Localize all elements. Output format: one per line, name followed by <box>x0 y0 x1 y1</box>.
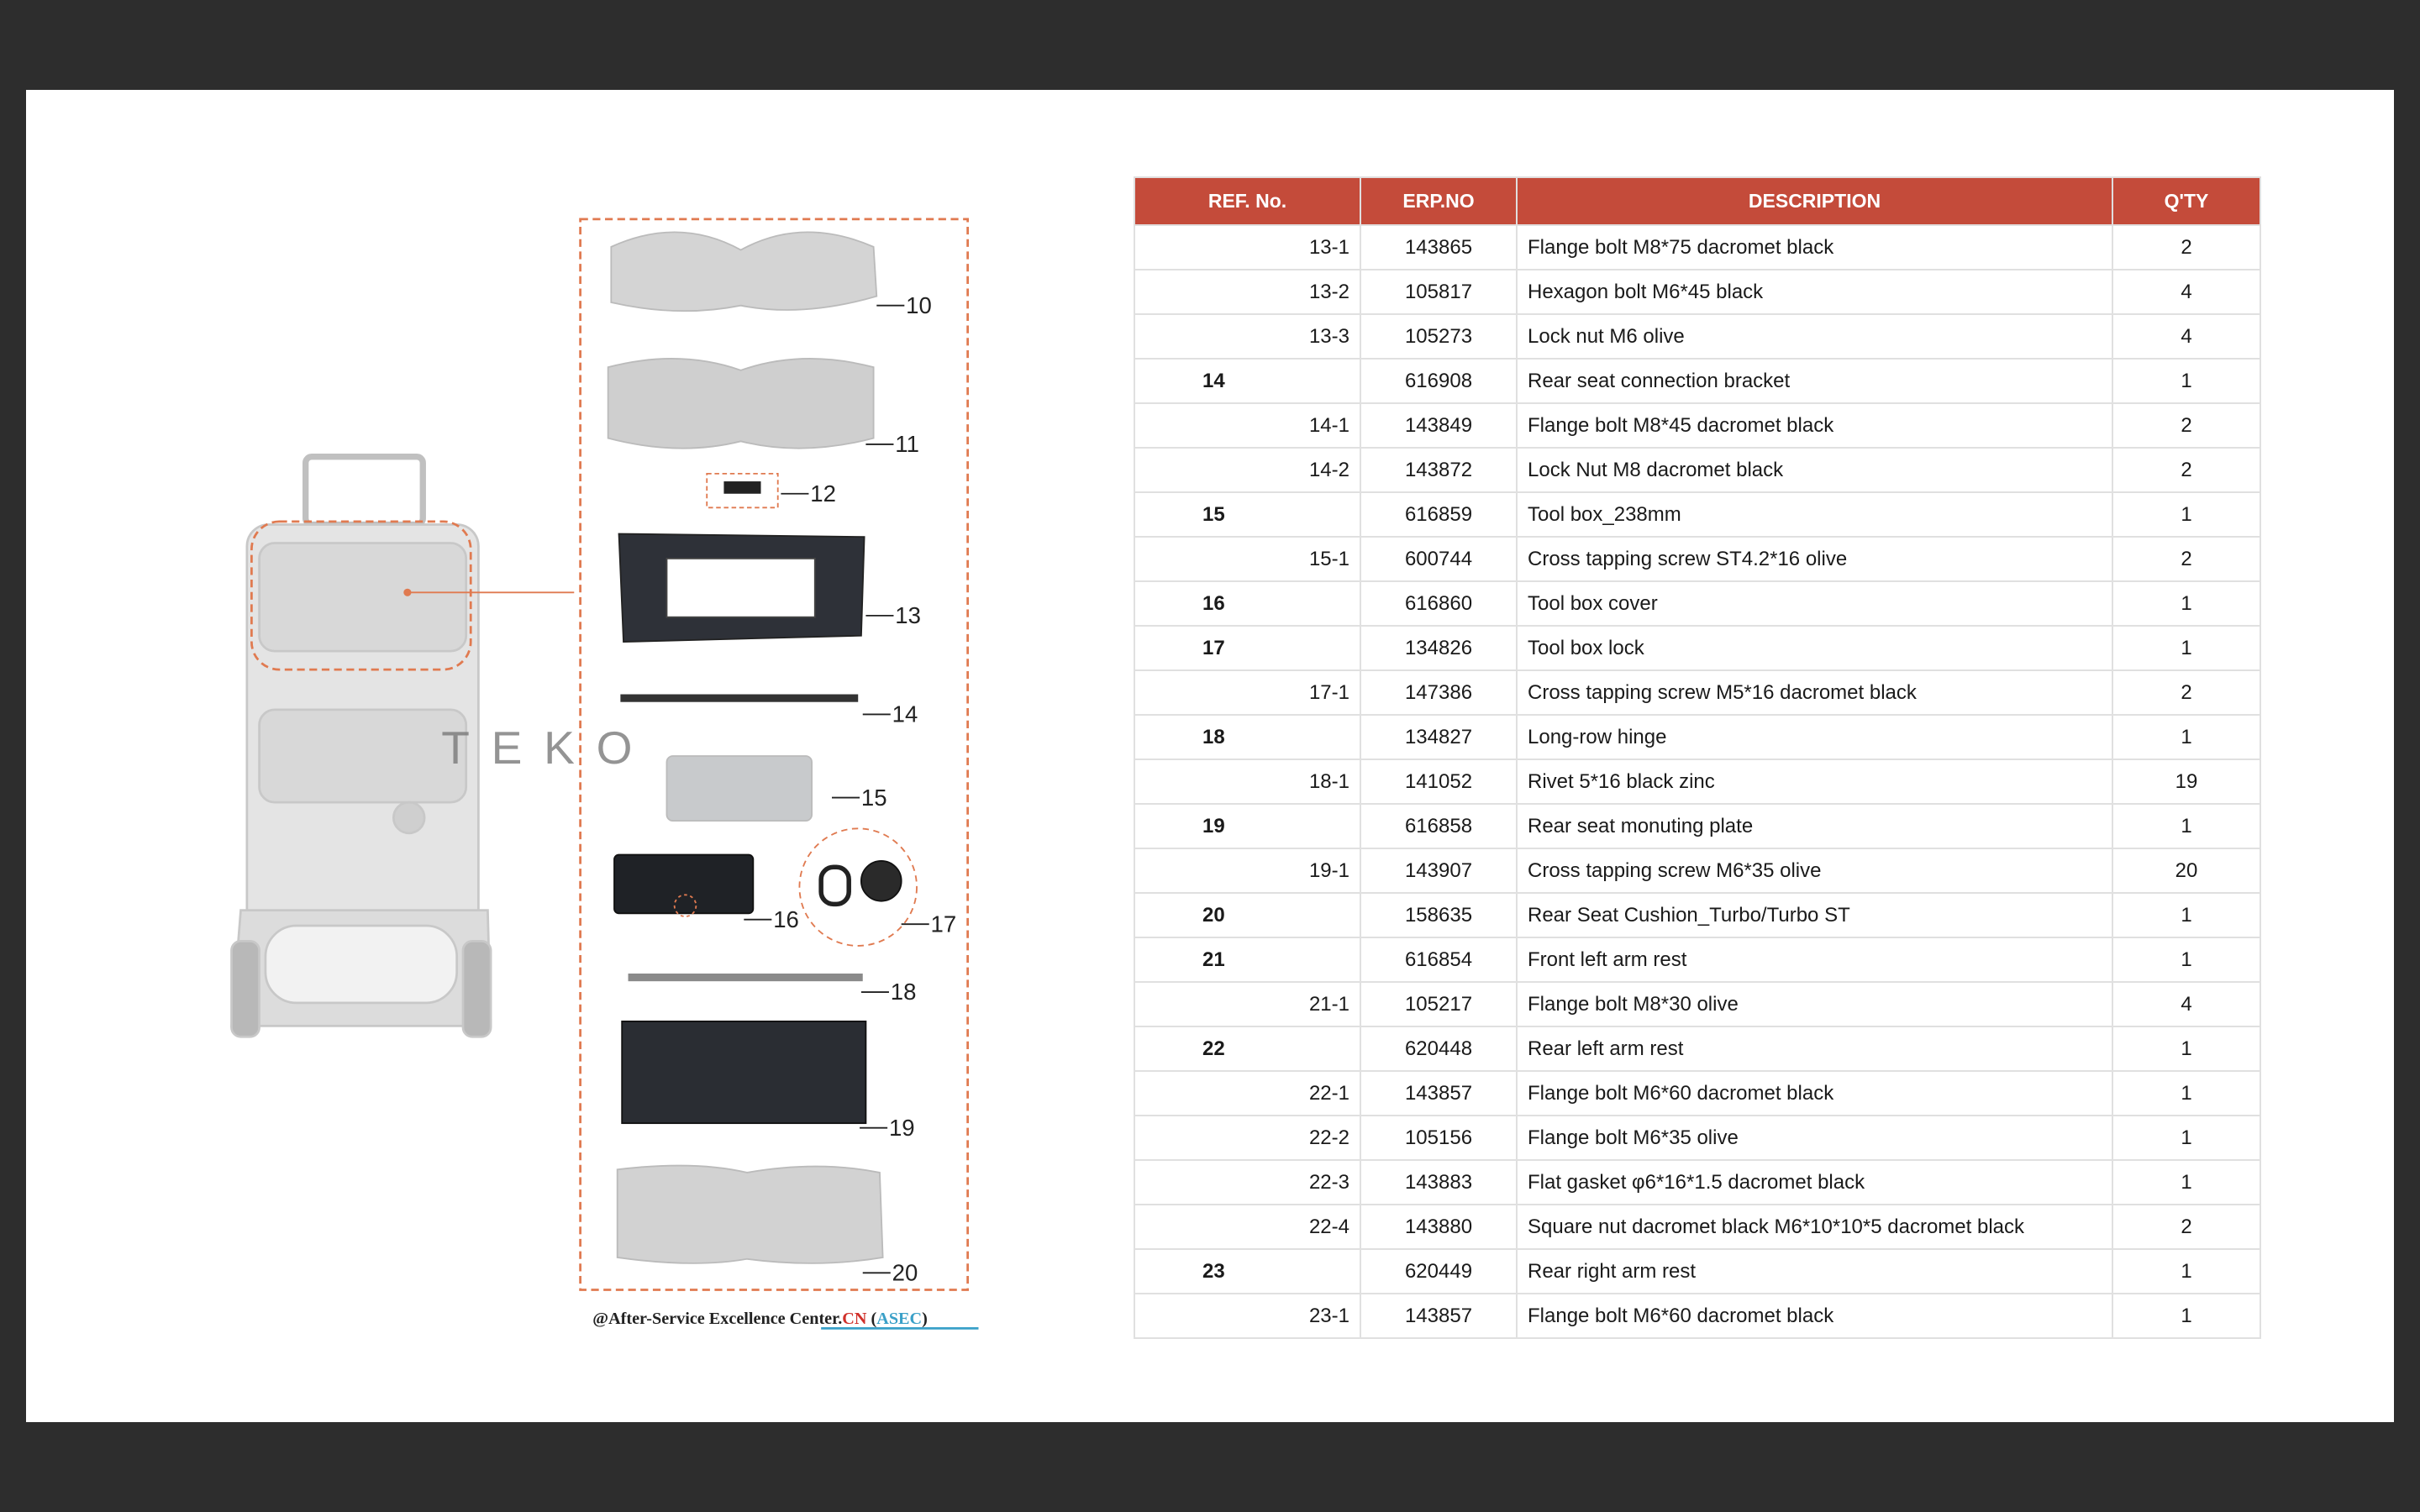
cell-erp: 143883 <box>1360 1160 1517 1205</box>
cell-description: Tool box lock <box>1517 626 2112 670</box>
cell-qty: 2 <box>2112 448 2260 492</box>
cell-ref: 15 <box>1134 492 1360 537</box>
cell-description: Flange bolt M8*45 dacromet black <box>1517 403 2112 448</box>
cell-erp: 141052 <box>1360 759 1517 804</box>
table-row <box>1134 314 2260 359</box>
cell-qty: 1 <box>2112 359 2260 403</box>
table-row <box>1134 848 2260 893</box>
cell-erp: 616859 <box>1360 492 1517 537</box>
cell-ref: 22-4 <box>1134 1205 1360 1249</box>
cell-description: Flange bolt M8*30 olive <box>1517 982 2112 1026</box>
table-row <box>1134 1071 2260 1116</box>
cell-qty: 1 <box>2112 1071 2260 1116</box>
cell-qty: 2 <box>2112 225 2260 270</box>
cell-erp: 616860 <box>1360 581 1517 626</box>
cell-description: Lock nut M6 olive <box>1517 314 2112 359</box>
cell-description: Tool box cover <box>1517 581 2112 626</box>
table-header-row <box>1134 177 2260 225</box>
cell-description: Rear left arm rest <box>1517 1026 2112 1071</box>
table-row <box>1134 759 2260 804</box>
cell-qty: 19 <box>2112 759 2260 804</box>
cell-ref: 13-3 <box>1134 314 1360 359</box>
cell-description: Cross tapping screw ST4.2*16 olive <box>1517 537 2112 581</box>
cell-erp: 147386 <box>1360 670 1517 715</box>
cell-erp: 616908 <box>1360 359 1517 403</box>
part-label-10: 10 <box>906 291 932 318</box>
cell-erp: 134826 <box>1360 626 1517 670</box>
table-row <box>1134 359 2260 403</box>
cell-ref: 14 <box>1134 359 1360 403</box>
table-row <box>1134 537 2260 581</box>
cell-ref: 19 <box>1134 804 1360 848</box>
table-row <box>1134 403 2260 448</box>
cell-qty: 2 <box>2112 1205 2260 1249</box>
cell-qty: 1 <box>2112 1160 2260 1205</box>
cell-description: Rivet 5*16 black zinc <box>1517 759 2112 804</box>
cell-ref: 22-2 <box>1134 1116 1360 1160</box>
cell-erp: 134827 <box>1360 715 1517 759</box>
cell-ref: 22 <box>1134 1026 1360 1071</box>
cell-ref: 22-3 <box>1134 1160 1360 1205</box>
part-20-rear-cushion <box>618 1166 883 1263</box>
cell-description: Cross tapping screw M6*35 olive <box>1517 848 2112 893</box>
table-row <box>1134 581 2260 626</box>
part-16-tool-box-cover <box>614 855 753 914</box>
part-label-11: 11 <box>895 431 919 458</box>
cell-erp: 105273 <box>1360 314 1517 359</box>
cell-erp: 105156 <box>1360 1116 1517 1160</box>
part-18-hinge <box>629 974 863 981</box>
cell-erp: 158635 <box>1360 893 1517 937</box>
cell-qty: 1 <box>2112 1026 2260 1071</box>
table-row <box>1134 448 2260 492</box>
cell-description: Front left arm rest <box>1517 937 2112 982</box>
cell-description: Rear seat monuting plate <box>1517 804 2112 848</box>
table-row <box>1134 1116 2260 1160</box>
part-label-15: 15 <box>860 784 887 811</box>
part-10-seat-cushion <box>611 232 876 311</box>
cell-erp: 620449 <box>1360 1249 1517 1294</box>
cell-description: Flange bolt M6*60 dacromet black <box>1517 1294 2112 1338</box>
cell-qty: 20 <box>2112 848 2260 893</box>
cell-qty: 1 <box>2112 626 2260 670</box>
cell-qty: 2 <box>2112 670 2260 715</box>
cell-ref: 15-1 <box>1134 537 1360 581</box>
cell-description: Cross tapping screw M5*16 dacromet black <box>1517 670 2112 715</box>
cell-erp: 600744 <box>1360 537 1517 581</box>
table-row <box>1134 1294 2260 1338</box>
cell-description: Rear seat connection bracket <box>1517 359 2112 403</box>
cell-ref: 16 <box>1134 581 1360 626</box>
cell-description: Long-row hinge <box>1517 715 2112 759</box>
header-ref: REF. No. <box>1134 177 1360 225</box>
table-row <box>1134 670 2260 715</box>
table-row <box>1134 626 2260 670</box>
cell-qty: 1 <box>2112 937 2260 982</box>
table-row <box>1134 937 2260 982</box>
part-14-bracket <box>620 695 858 702</box>
part-label-20: 20 <box>892 1259 918 1286</box>
cell-erp: 616858 <box>1360 804 1517 848</box>
part-label-12: 12 <box>810 480 836 507</box>
cell-qty: 1 <box>2112 715 2260 759</box>
part-label-14: 14 <box>892 701 918 727</box>
part-label-13: 13 <box>895 602 921 629</box>
cell-qty: 4 <box>2112 270 2260 314</box>
cell-erp: 143907 <box>1360 848 1517 893</box>
part-19-mounting-plate <box>622 1021 865 1123</box>
part-label-17: 17 <box>930 911 957 937</box>
cell-erp: 143865 <box>1360 225 1517 270</box>
cell-ref: 23-1 <box>1134 1294 1360 1338</box>
cell-erp: 143857 <box>1360 1071 1517 1116</box>
table-row <box>1134 982 2260 1026</box>
cell-description: Flat gasket φ6*16*1.5 dacromet black <box>1517 1160 2112 1205</box>
cell-description: Tool box_238mm <box>1517 492 2112 537</box>
cell-ref: 13-1 <box>1134 225 1360 270</box>
teko-watermark: TEKO <box>441 722 655 774</box>
cell-qty: 1 <box>2112 581 2260 626</box>
cell-ref: 13-2 <box>1134 270 1360 314</box>
table-row <box>1134 225 2260 270</box>
cell-erp: 616854 <box>1360 937 1517 982</box>
cell-description: Flange bolt M6*60 dacromet black <box>1517 1071 2112 1116</box>
table-row <box>1134 1205 2260 1249</box>
credit-line: @After-Service Excellence Center.CN (ASEC) <box>592 1309 928 1328</box>
cell-erp: 105217 <box>1360 982 1517 1026</box>
cell-ref: 17 <box>1134 626 1360 670</box>
cell-description: Flange bolt M6*35 olive <box>1517 1116 2112 1160</box>
cell-qty: 4 <box>2112 982 2260 1026</box>
cell-qty: 2 <box>2112 537 2260 581</box>
cell-erp: 143857 <box>1360 1294 1517 1338</box>
cell-qty: 1 <box>2112 1116 2260 1160</box>
cell-qty: 1 <box>2112 804 2260 848</box>
cell-description: Lock Nut M8 dacromet black <box>1517 448 2112 492</box>
cell-description: Hexagon bolt M6*45 black <box>1517 270 2112 314</box>
cell-erp: 105817 <box>1360 270 1517 314</box>
part-15-tool-box <box>666 756 812 821</box>
part-label-18: 18 <box>890 979 917 1005</box>
cell-ref: 23 <box>1134 1249 1360 1294</box>
cell-ref: 21 <box>1134 937 1360 982</box>
cell-ref: 22-1 <box>1134 1071 1360 1116</box>
header-erp: ERP.NO <box>1360 177 1517 225</box>
cell-erp: 143849 <box>1360 403 1517 448</box>
header-qty: Q'TY <box>2112 177 2260 225</box>
parts-table <box>1134 176 2261 1339</box>
cell-erp: 143872 <box>1360 448 1517 492</box>
cell-description: Rear right arm rest <box>1517 1249 2112 1294</box>
cell-ref: 19-1 <box>1134 848 1360 893</box>
table-row <box>1134 270 2260 314</box>
part-label-16: 16 <box>773 906 799 932</box>
cell-erp: 143880 <box>1360 1205 1517 1249</box>
cell-qty: 1 <box>2112 1249 2260 1294</box>
cell-ref: 14-2 <box>1134 448 1360 492</box>
cell-ref: 18 <box>1134 715 1360 759</box>
table-row <box>1134 804 2260 848</box>
cell-ref: 18-1 <box>1134 759 1360 804</box>
part-label-19: 19 <box>888 1114 915 1141</box>
cell-ref: 14-1 <box>1134 403 1360 448</box>
cell-qty: 2 <box>2112 403 2260 448</box>
table-row <box>1134 1026 2260 1071</box>
header-description: DESCRIPTION <box>1517 177 2112 225</box>
cell-ref: 17-1 <box>1134 670 1360 715</box>
cell-ref: 20 <box>1134 893 1360 937</box>
cell-erp: 620448 <box>1360 1026 1517 1071</box>
cell-description: Flange bolt M8*75 dacromet black <box>1517 225 2112 270</box>
cell-description: Square nut dacromet black M6*10*10*5 dacromet black <box>1517 1205 2112 1249</box>
table-row <box>1134 492 2260 537</box>
cell-qty: 1 <box>2112 1294 2260 1338</box>
table-row <box>1134 1249 2260 1294</box>
cell-description: Rear Seat Cushion_Turbo/Turbo ST <box>1517 893 2112 937</box>
cell-qty: 1 <box>2112 893 2260 937</box>
part-11-seat-base <box>608 359 874 449</box>
cell-qty: 1 <box>2112 492 2260 537</box>
cell-ref: 21-1 <box>1134 982 1360 1026</box>
cell-qty: 4 <box>2112 314 2260 359</box>
table-row <box>1134 893 2260 937</box>
table-row <box>1134 1160 2260 1205</box>
table-row <box>1134 715 2260 759</box>
